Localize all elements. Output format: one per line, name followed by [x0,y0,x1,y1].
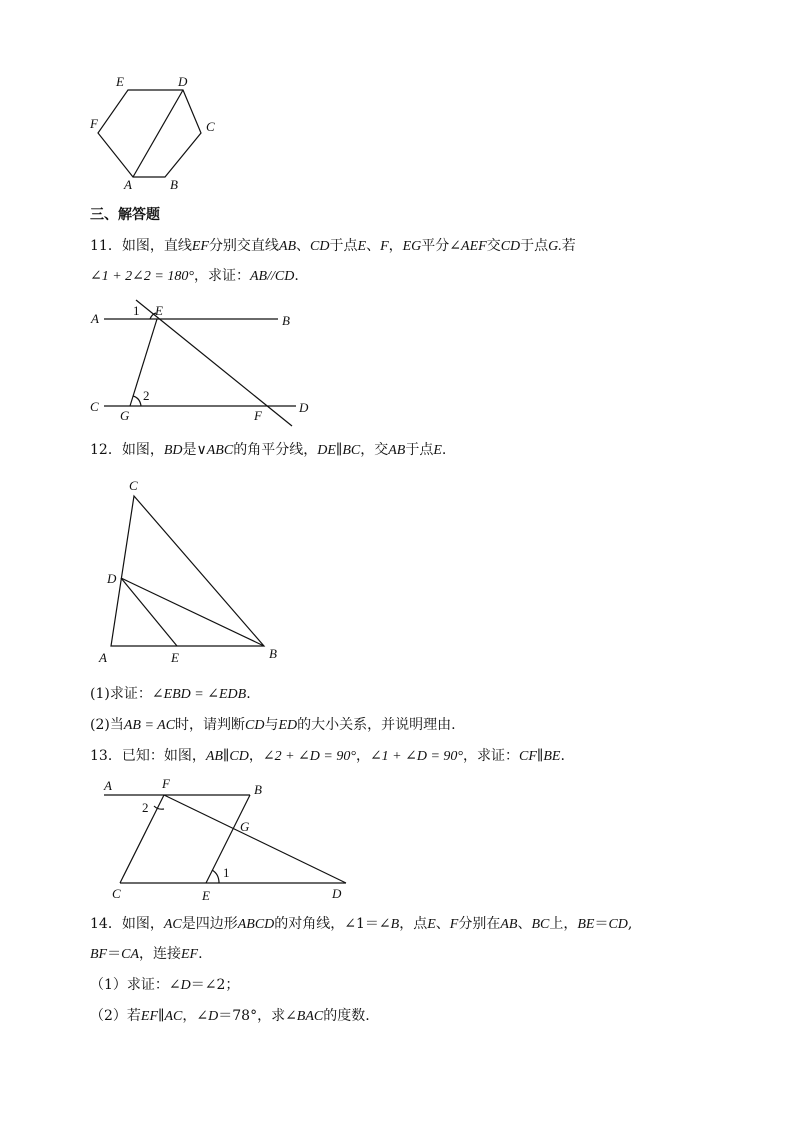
label-A: A [124,177,132,192]
q13-label-C: C [112,886,121,901]
q14-line1: 14．如图，AC是四边形ABCD的对角线，∠1＝∠B，点E、F分别在AB、BC上，BE＝CD, [90,916,633,932]
label-E: E [116,74,124,89]
q12-label-B: B [269,646,277,661]
label-B: B [170,177,178,192]
q13-line: 13．已知：如图，AB∥CD，∠2 + ∠D = 90°，∠1 + ∠D = 90°，求证：CF∥BE. [90,748,565,764]
q14-part1: （1）求证：∠D＝∠2； [90,977,240,993]
q13-label-E: E [202,888,210,903]
q13-label-F: F [162,776,170,791]
q12-part2: (2)当AB = AC时，请判断CD与ED的大小关系，并说明理由. [90,717,456,733]
q12-triangle [111,496,264,646]
q12-label-C: C [129,478,138,493]
label-C: C [206,119,215,134]
q11-lines [104,300,296,426]
q13-figure [0,770,380,910]
q11-label-C: C [90,399,99,414]
q14-line2: BF＝CA，连接EF. [90,946,203,962]
section-title: 三、解答题 [90,207,160,223]
q13-label-1: 1 [223,865,230,880]
q11-condition: ∠1 + 2∠2 = 180° [90,269,194,284]
q13-number: 13． [90,748,122,764]
q11-label-B: B [282,313,290,328]
q11-label-E: E [155,303,163,318]
q12-line: 12．如图，BD是∨ABC的角平分线，DE∥BC，交AB于点E. [90,442,447,458]
q11-label-F: F [254,408,262,423]
q14-part2: （2）若EF∥AC，∠D＝78°，求∠BAC的度数. [90,1008,370,1024]
q13-label-B: B [254,782,262,797]
q12-label-D: D [107,571,117,586]
q11-label-D: D [299,400,309,415]
hexagon-shape [98,90,201,177]
label-F: F [90,116,98,131]
q11-line2: ∠1 + 2∠2 = 180°，求证：AB//CD. [90,268,299,284]
q11-label-G: G [120,408,130,423]
q11-conclusion: AB//CD [249,269,295,284]
hexagon-figure [0,0,260,200]
q14-number: 14． [90,916,122,932]
q11-figure [0,290,340,430]
q12-figure [0,470,300,670]
q13-label-G: G [240,819,250,834]
q11-line1: 11．如图，直线EF分别交直线AB、CD于点E、F，EG平分∠AEF交CD于点G.若 [90,238,576,254]
q13-label-A: A [104,778,112,793]
q12-number: 12． [90,442,122,458]
q12-part1: (1)求证：∠EBD = ∠EDB. [90,686,251,702]
q11-label-2: 2 [143,388,150,403]
label-D: D [178,74,188,89]
q11-label-1: 1 [133,303,140,318]
q12-label-E: E [171,650,179,665]
q13-label-D: D [332,886,342,901]
q13-label-2: 2 [142,800,149,815]
q11-number: 11． [90,238,122,254]
q11-label-A: A [91,311,99,326]
q12-label-A: A [99,650,107,665]
